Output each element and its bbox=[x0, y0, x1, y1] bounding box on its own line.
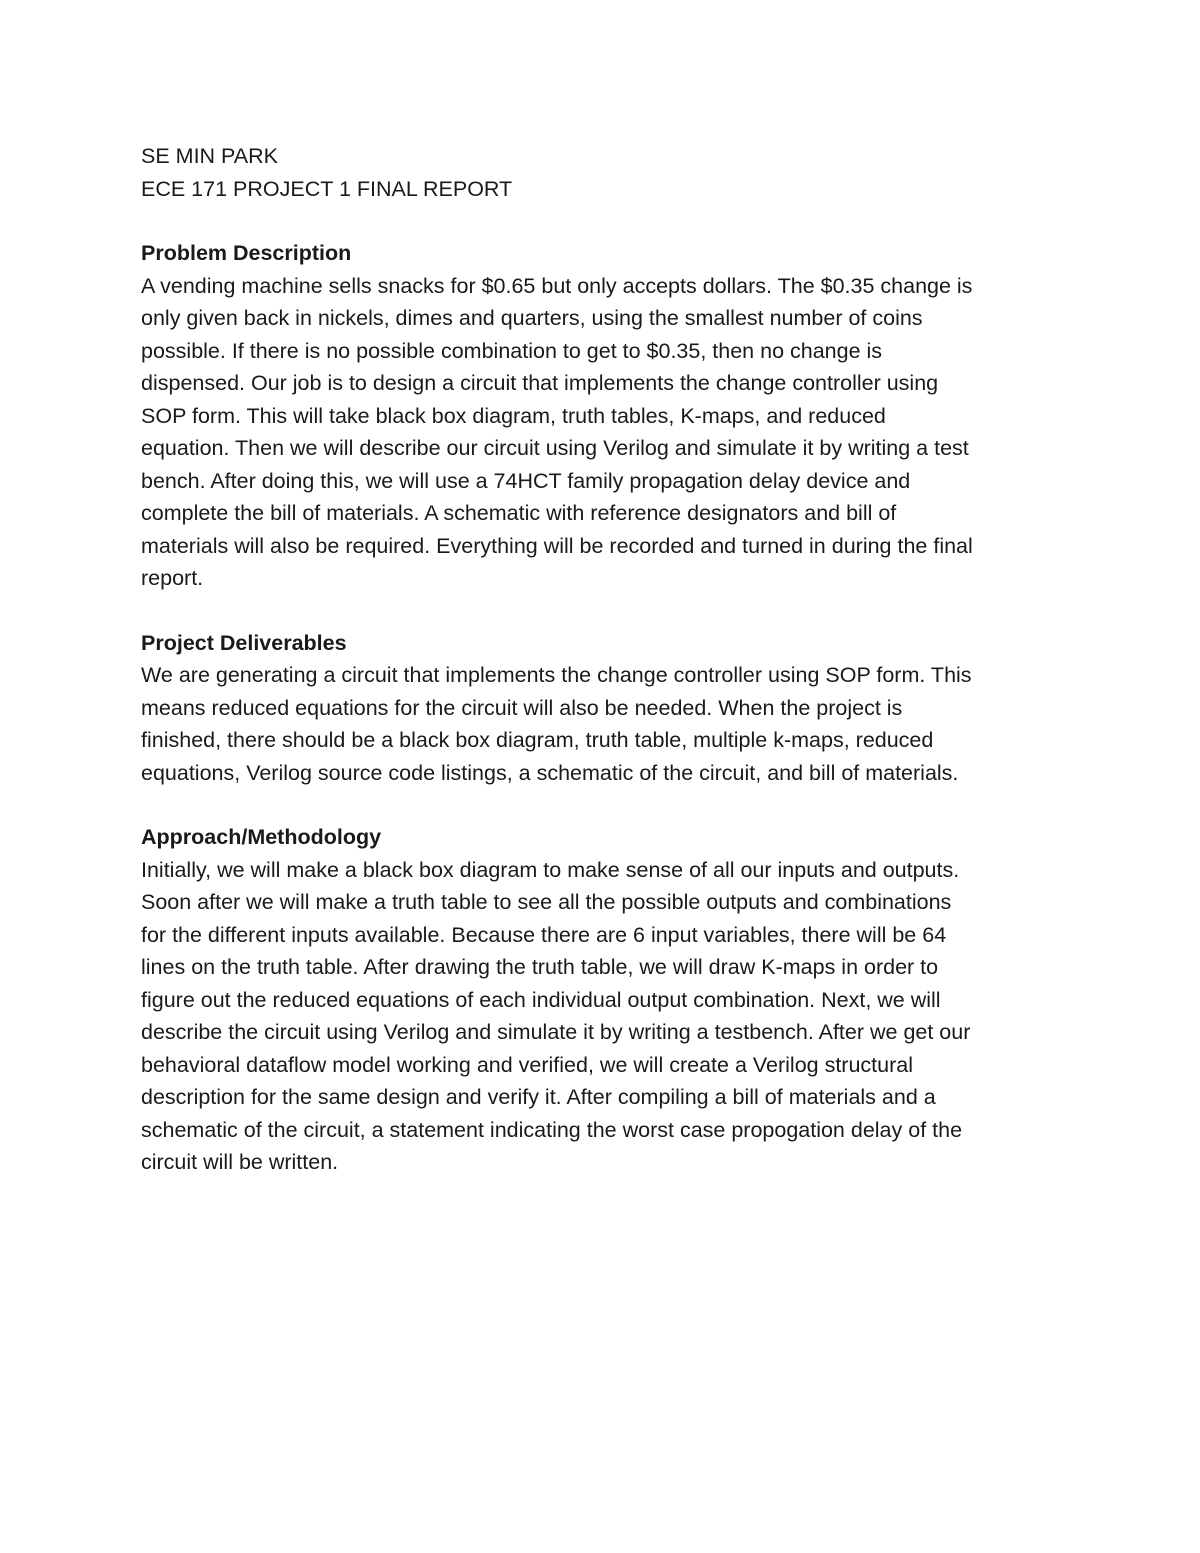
paragraph-line: materials will also be required. Everything will be recorded and turned in during the final bbox=[141, 533, 973, 558]
document-body bbox=[141, 140, 1071, 1179]
paragraph-line: possible. If there is no possible combination to get to $0.35, then no change is bbox=[141, 338, 883, 363]
paragraph-line: schematic of the circuit, a statement indicating the worst case propogation delay of the bbox=[141, 1117, 963, 1142]
paragraph-line: lines on the truth table. After drawing the truth table, we will draw K-maps in order to bbox=[141, 955, 939, 979]
section-paragraph bbox=[141, 854, 1071, 1179]
paragraph-line: equations, Verilog source code listings, a schematic of the circuit, and bill of materials. bbox=[141, 760, 959, 785]
paragraph-line: description for the same design and verify it. After compiling a bill of materials and a bbox=[141, 1085, 936, 1109]
paragraph-line: circuit will be written. bbox=[141, 1150, 339, 1174]
paragraph-line: for the different inputs available. Because there are 6 input variables, there will be 64 bbox=[141, 922, 947, 947]
section-heading: Project Deliverables bbox=[141, 630, 347, 655]
section-project-deliverables bbox=[141, 627, 1071, 790]
paragraph-line: finished, there should be a black box diagram, truth table, multiple k-maps, reduced bbox=[141, 728, 934, 752]
paragraph-line: Initially, we will make a black box diagram to make sense of all our inputs and outputs. bbox=[141, 857, 960, 882]
author-name: SE MIN PARK bbox=[141, 144, 278, 168]
section-paragraph bbox=[141, 659, 1071, 789]
paragraph-line: bench. After doing this, we will use a 74HCT family propagation delay device and bbox=[141, 468, 911, 493]
paragraph-line: complete the bill of materials. A schematic with reference designators and bill of bbox=[141, 501, 897, 525]
paragraph-line: only given back in nickels, dimes and quarters, using the smallest number of coins bbox=[141, 306, 923, 330]
section-approach-methodology bbox=[141, 821, 1071, 1179]
paragraph-line: Soon after we will make a truth table to see all the possible outputs and combinations bbox=[141, 890, 952, 914]
paragraph-line: means reduced equations for the circuit will also be needed. When the project is bbox=[141, 695, 903, 720]
paragraph-line: describe the circuit using Verilog and simulate it by writing a testbench. After we get our bbox=[141, 1020, 971, 1044]
paragraph-line: behavioral dataflow model working and verified, we will create a Verilog structural bbox=[141, 1052, 913, 1077]
paragraph-line: SOP form. This will take black box diagram, truth tables, K-maps, and reduced bbox=[141, 403, 886, 428]
section-paragraph bbox=[141, 270, 1071, 595]
paragraph-line: We are generating a circuit that implements the change controller using SOP form. This bbox=[141, 663, 972, 687]
section-heading: Approach/Methodology bbox=[141, 825, 382, 849]
paragraph-line: equation. Then we will describe our circuit using Verilog and simulate it by writing a test bbox=[141, 436, 969, 460]
paragraph-line: dispensed. Our job is to design a circuit that implements the change controller using bbox=[141, 371, 939, 395]
paragraph-line: A vending machine sells snacks for $0.65 but only accepts dollars. The $0.35 change is bbox=[141, 273, 973, 298]
paragraph-line: report. bbox=[141, 566, 204, 590]
section-heading: Problem Description bbox=[141, 241, 352, 265]
report-title: ECE 171 PROJECT 1 FINAL REPORT bbox=[141, 176, 513, 201]
section-problem-description bbox=[141, 237, 1071, 595]
paragraph-line: figure out the reduced equations of each individual output combination. Next, we will bbox=[141, 987, 941, 1012]
